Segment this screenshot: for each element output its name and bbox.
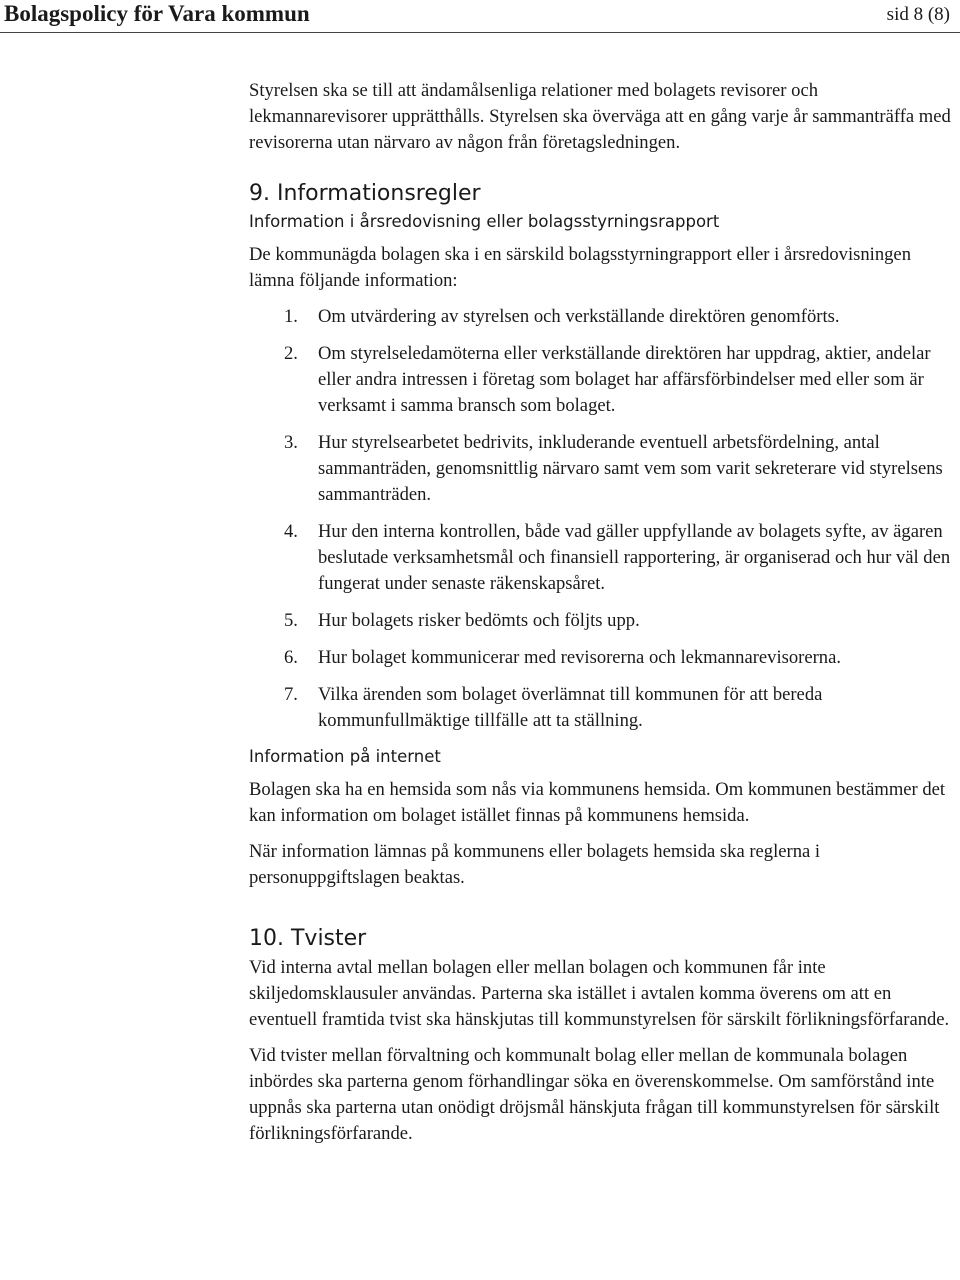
list-item [249,430,955,508]
list-item-number: 3. [284,432,298,453]
list-item-number: 4. [284,521,298,542]
list-item [249,519,955,597]
section-10-heading: 10. Tvister [249,926,367,951]
section-9-heading: 9. Informationsregler [249,181,481,206]
list-item-text: Hur styrelsearbetet bedrivits, inkluderande eventuell arbetsfördelning, antal sammanträden, genomsnittlig närvaro samt vem som varit sekreterare vid styrelsens sammanträden. [318,432,943,505]
list-item-number: 7. [284,684,298,705]
document-title: Bolagspolicy för Vara kommun [4,1,310,26]
list-item-text: Vilka ärenden som bolaget överlämnat till kommunen för att bereda kommunfullmäktige tillfälle att ta ställning. [318,684,823,731]
list-item [249,304,955,330]
section-10-paragraph-1: Vid interna avtal mellan bolagen eller mellan bolagen och kommunen får inte skiljedomsklausuler användas. Parterna ska istället i avtalen komma överens om att en eventuell framtida tvist ska hänskjutas till kommunstyrelsen för särskilt förlikningsförfarande. [249,957,950,1030]
list-item [249,341,955,419]
section-9-paragraph-1: De kommunägda bolagen ska i en särskild bolagsstyrningrapport eller i årsredovisningen lämna följande information: [249,244,911,291]
list-item-text: Om utvärdering av styrelsen och verkställande direktören genomförts. [318,306,840,327]
list-item-text: Hur den interna kontrollen, både vad gäller uppfyllande av bolagets syfte, av ägaren beslutade verksamhetsmål och finansiell rapportering, är organiserad och hur väl den fungerat under senaste räkenskapsåret. [318,521,951,594]
list-item-number: 2. [284,343,298,364]
list-item [249,608,955,634]
intro-paragraph: Styrelsen ska se till att ändamålsenliga relationer med bolagets revisorer och lekmannarevisorer upprätthålls. Styrelsen ska överväga att en gång varje år sammanträffa med revisorerna utan närvaro av någon från företagsledningen. [249,80,951,153]
document-body [249,78,955,1157]
list-item [249,682,955,734]
section-9-subheading-annual-report: Information i årsredovisning eller bolagsstyrningsrapport [249,212,720,231]
list-item-text: Hur bolaget kommunicerar med revisorerna och lekmannarevisorerna. [318,647,841,668]
list-item-number: 6. [284,647,298,668]
list-item-text: Hur bolagets risker bedömts och följts upp. [318,610,640,631]
section-9-paragraph-2: Bolagen ska ha en hemsida som nås via kommunens hemsida. Om kommunen bestämmer det kan information om bolaget istället finnas på kommunens hemsida. [249,779,946,826]
list-item-text: Om styrelseledamöterna eller verkställande direktören har uppdrag, aktier, andelar eller andra intressen i företag som bolaget har affärsförbindelser med eller som är verksamt i samma bransch som bolaget. [318,343,931,416]
section-9-paragraph-3: När information lämnas på kommunens eller bolagets hemsida ska reglerna i personuppgiftslagen beaktas. [249,841,821,888]
section-9-subheading-internet: Information på internet [249,747,441,766]
page-number: sid 8 (8) [886,4,950,25]
page-header [0,0,960,33]
list-item [249,645,955,671]
section-10-paragraph-2: Vid tvister mellan förvaltning och kommunalt bolag eller mellan de kommunala bolagen inbördes ska parterna genom förhandlingar söka en överenskommelse. Om samförstånd inte uppnås ska parterna utan onödigt dröjsmål hänskjuta frågan till kommunstyrelsen för särskilt förlikningsförfarande. [249,1045,940,1144]
information-list [249,304,955,734]
list-item-number: 1. [284,306,298,327]
list-item-number: 5. [284,610,298,631]
